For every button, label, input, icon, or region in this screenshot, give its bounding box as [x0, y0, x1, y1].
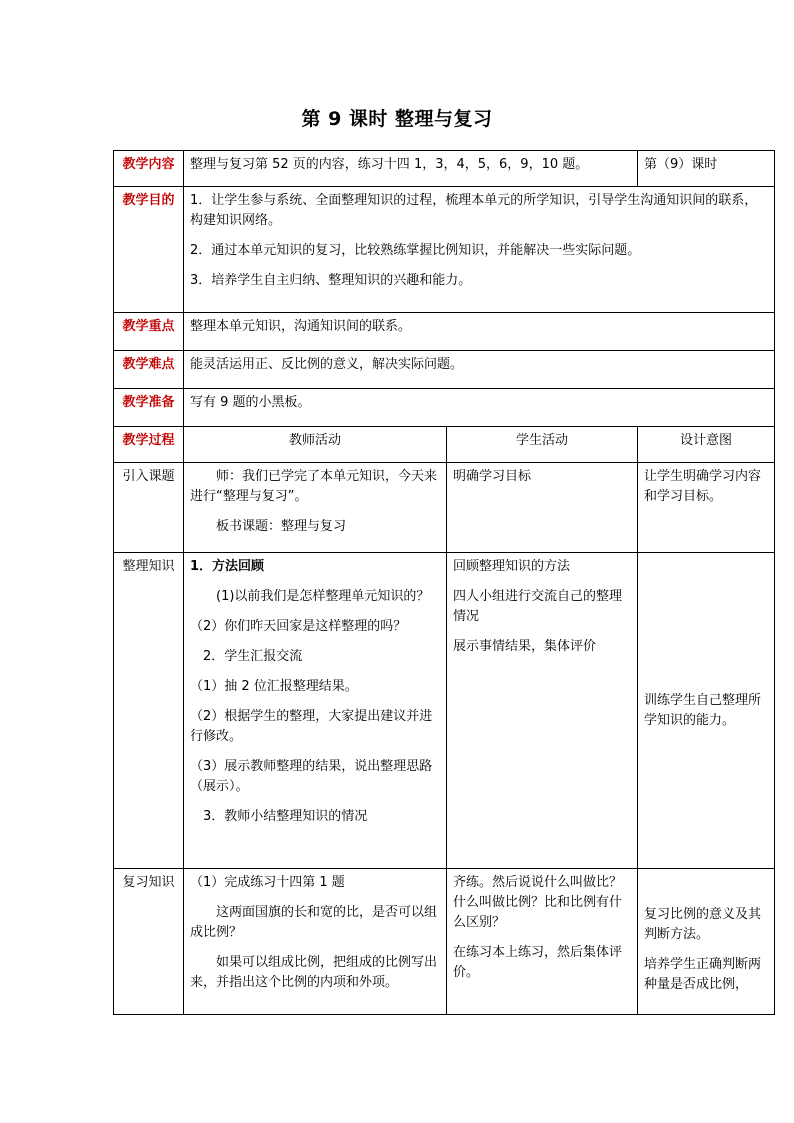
row-intro [114, 463, 775, 553]
student-line: 展示事情结果，集体评价 [453, 639, 597, 654]
teacher-line: 1．方法回顾 [190, 559, 265, 574]
intro-intent [638, 463, 775, 553]
organize-teacher [184, 553, 447, 869]
header-student: 学生活动 [447, 427, 638, 463]
difficulty-text: 能灵活运用正、反比例的意义，解决实际问题。 [184, 351, 775, 389]
label-goals: 教学目的 [114, 187, 184, 313]
row-goals [114, 187, 775, 313]
teacher-line: （2）根据学生的整理，大家提出建议并进行修改。 [190, 709, 433, 744]
goal-item: 2．通过本单元知识的复习，比较熟练掌握比例知识，并能解决一些实际问题。 [190, 243, 641, 258]
row-difficulty [114, 351, 775, 389]
teacher-line: （1）抽 2 位汇报整理结果。 [190, 679, 358, 694]
organize-intent [638, 553, 775, 869]
header-teacher: 教师活动 [184, 427, 447, 463]
row-process-header [114, 427, 775, 463]
row-review [114, 869, 775, 1015]
student-line: 四人小组进行交流自己的整理情况 [453, 589, 623, 624]
review-student [447, 869, 638, 1015]
goals-cell [184, 187, 775, 313]
stage-organize: 整理知识 [114, 553, 184, 869]
teacher-line: （2）你们昨天回家是这样整理的吗？ [190, 619, 407, 634]
teacher-line: (1)以前我们是怎样整理单元知识的？ [216, 589, 430, 604]
goal-item: 3．培养学生自主归纳、整理知识的兴趣和能力。 [190, 273, 472, 288]
teacher-line: 2．学生汇报交流 [203, 649, 303, 664]
student-line: 回顾整理知识的方法 [453, 559, 571, 574]
teacher-line: 板书课题：整理与复习 [216, 519, 347, 534]
row-prep [114, 389, 775, 427]
label-key: 教学重点 [114, 313, 184, 351]
row-organize [114, 553, 775, 869]
goal-item: 1．让学生参与系统、全面整理知识的过程，梳理本单元的所学知识，引导学生沟通知识间的联系，构建知识网络。 [190, 193, 758, 228]
label-process: 教学过程 [114, 427, 184, 463]
label-content: 教学内容 [114, 151, 184, 187]
intent-line: 培养学生正确判断两种量是否成比例， [644, 957, 762, 992]
page-title: 第 9 课时 整理与复习 [301, 108, 493, 130]
intent-line: 训练学生自己整理所学知识的能力。 [644, 692, 762, 728]
organize-student [447, 553, 638, 869]
review-intent [638, 869, 775, 1015]
stage-intro: 引入课题 [114, 463, 184, 553]
content-text: 整理与复习第 52 页的内容，练习十四 1，3，4，5，6，9，10 题。 [184, 151, 638, 187]
teacher-line: 如果可以组成比例，把组成的比例写出来，并指出这个比例的内项和外项。 [190, 955, 438, 990]
prep-text: 写有 9 题的小黑板。 [184, 389, 775, 427]
key-text: 整理本单元知识，沟通知识间的联系。 [184, 313, 775, 351]
intro-teacher [184, 463, 447, 553]
student-line: 在练习本上练习，然后集体评价。 [453, 945, 623, 980]
period-text: 第（9）课时 [638, 151, 775, 187]
student-line: 齐练。然后说说什么叫做比？什么叫做比例？比和比例有什么区别？ [453, 875, 623, 930]
label-difficulty: 教学难点 [114, 351, 184, 389]
lesson-plan-table [113, 150, 775, 1015]
review-teacher [184, 869, 447, 1015]
row-key [114, 313, 775, 351]
label-prep: 教学准备 [114, 389, 184, 427]
teacher-line: 师：我们已学完了本单元知识，今天来进行“整理与复习”。 [190, 469, 438, 504]
intent-line: 复习比例的意义及其判断方法。 [644, 907, 762, 942]
header-intent: 设计意图 [638, 427, 775, 463]
row-content [114, 151, 775, 187]
intro-student [447, 463, 638, 553]
student-line: 明确学习目标 [453, 469, 532, 484]
teacher-line: （1）完成练习十四第 1 题 [190, 875, 345, 890]
teacher-line: 3．教师小结整理知识的情况 [203, 809, 368, 824]
intent-line: 让学生明确学习内容和学习目标。 [644, 469, 762, 504]
teacher-line: 这两面国旗的长和宽的比，是否可以组成比例？ [190, 905, 438, 940]
stage-review: 复习知识 [114, 869, 184, 1015]
teacher-line: （3）展示教师整理的结果，说出整理思路（展示）。 [190, 759, 433, 794]
